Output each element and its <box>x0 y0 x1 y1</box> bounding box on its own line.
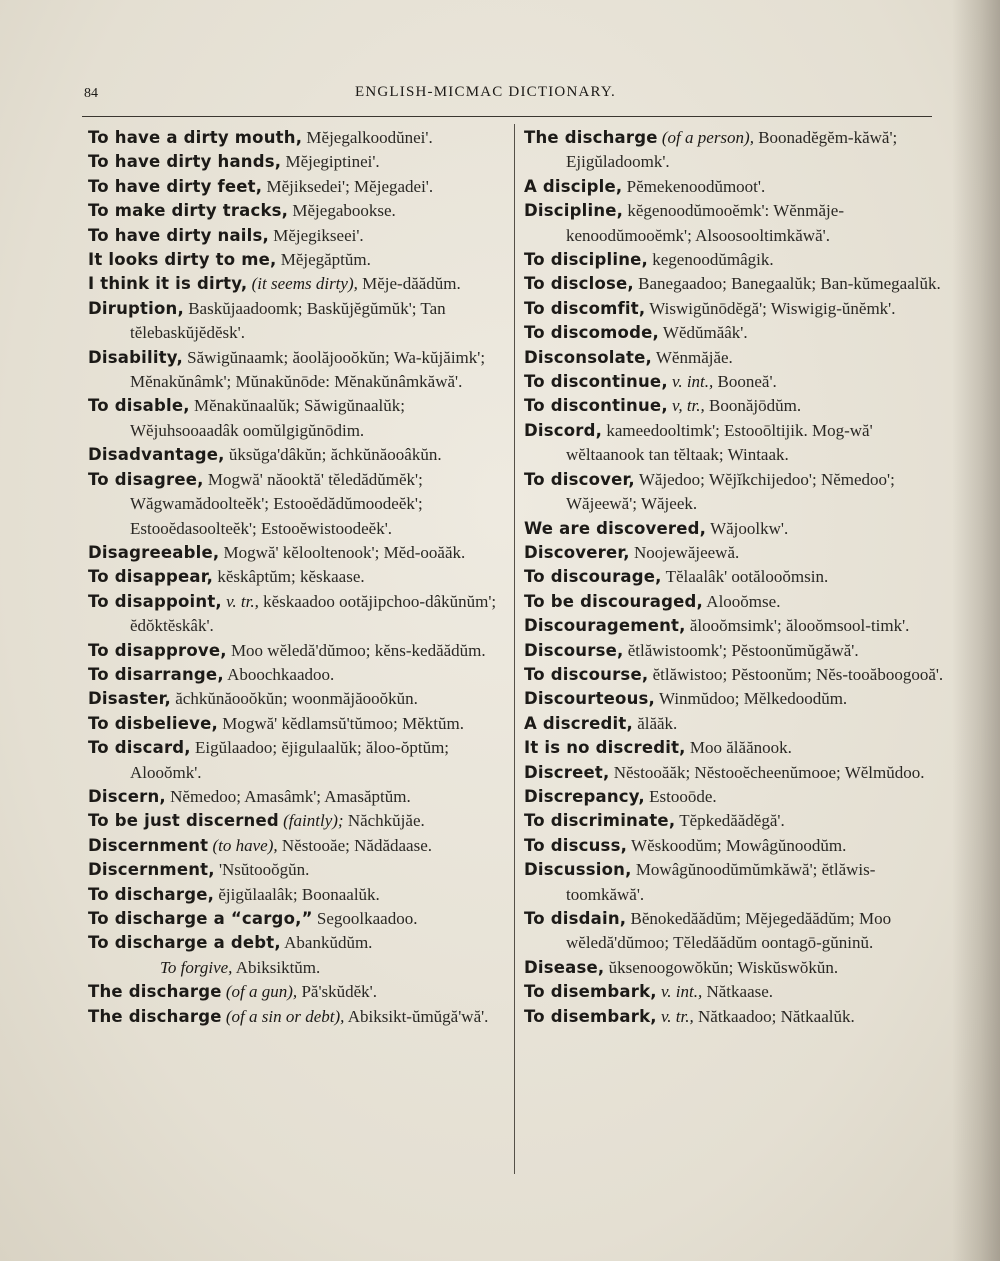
dictionary-entry <box>88 150 508 174</box>
micmac-gloss: Eigŭlaadoo; ĕjigulaalŭk; ăloo-ŏptŭm; Alooŏmk'. <box>130 738 450 782</box>
right-column <box>524 126 949 1029</box>
grammar-note: v. int., <box>667 372 714 392</box>
dictionary-entry <box>524 394 949 418</box>
headword: To discard, <box>88 738 191 758</box>
dictionary-entry <box>524 736 949 760</box>
dictionary-entry <box>88 956 508 980</box>
dictionary-entry <box>88 394 508 443</box>
headword: To discontinue, <box>524 372 668 392</box>
dictionary-entry <box>88 980 508 1004</box>
headword: To discover, <box>524 469 635 489</box>
headword: Discouragement, <box>524 616 686 636</box>
headword: To disembark, <box>524 1006 657 1026</box>
micmac-gloss: ŭksŭga'dâkŭn; ăchkŭnăooâkŭn. <box>224 445 442 465</box>
headword: Disaster, <box>88 689 171 709</box>
dictionary-entry <box>524 712 949 736</box>
dictionary-entry <box>524 419 949 468</box>
headword: Discernment <box>88 835 209 855</box>
page-edge-shadow <box>952 0 1000 1261</box>
micmac-gloss: Wĕskoodŭm; Mowâgŭnoodŭm. <box>627 835 847 855</box>
dictionary-entry <box>88 199 508 223</box>
micmac-gloss: Abiksikt-ŭmŭgă'wă'. <box>344 1006 489 1026</box>
headword: To disapprove, <box>88 640 227 660</box>
dictionary-entry <box>88 809 508 833</box>
micmac-gloss: Aboochkaadoo. <box>223 664 335 684</box>
dictionary-entry <box>524 565 949 589</box>
micmac-gloss: Mogwă' kĕlooltenook'; Mĕd-ooăăk. <box>219 542 466 562</box>
dictionary-entry <box>524 980 949 1004</box>
headword: A disciple, <box>524 176 623 196</box>
headword: Disease, <box>524 957 605 977</box>
headword: To discharge, <box>88 884 215 904</box>
dictionary-entry <box>524 785 949 809</box>
dictionary-entry <box>88 639 508 663</box>
micmac-gloss: Tĕlaalâk' ootălooŏmsin. <box>661 567 829 587</box>
micmac-gloss: kĕskâptŭm; kĕskaase. <box>213 567 365 587</box>
micmac-gloss: Nĕstooăe; Nădădaase. <box>277 835 432 855</box>
dictionary-entry <box>524 1005 949 1029</box>
headword: Disadvantage, <box>88 445 225 465</box>
headword: To have dirty hands, <box>88 152 282 172</box>
headword: Diruption, <box>88 298 184 318</box>
column-divider <box>514 124 515 1174</box>
dictionary-entry <box>524 541 949 565</box>
grammar-note: v. tr., <box>221 591 259 611</box>
dictionary-entry <box>88 565 508 589</box>
dictionary-entry <box>88 297 508 346</box>
headword: A discredit, <box>524 713 633 733</box>
headword: Discrepancy, <box>524 786 645 806</box>
dictionary-entry <box>88 346 508 395</box>
dictionary-entry <box>88 126 508 150</box>
headword: To have dirty nails, <box>88 225 269 245</box>
dictionary-entry <box>524 834 949 858</box>
headword: Discourse, <box>524 640 624 660</box>
grammar-note: v. tr., <box>656 1006 694 1026</box>
dictionary-entry <box>524 858 949 907</box>
headword: To discharge a debt, <box>88 933 281 953</box>
micmac-gloss: Boonadĕgĕm-kăwă'; Ejigŭladoomk'. <box>566 128 898 172</box>
micmac-gloss: Mĕjegabookse. <box>288 201 396 221</box>
grammar-note: (of a gun), <box>221 982 298 1002</box>
dictionary-entry <box>88 272 508 296</box>
micmac-gloss: kĕgenoodŭmooĕmk': Wĕnmăje-kenoodŭmooĕmk'; Alsoosooltimkăwă'. <box>566 201 844 245</box>
headword: The discharge <box>88 982 222 1002</box>
left-column <box>88 126 508 1029</box>
dictionary-entry <box>88 785 508 809</box>
dictionary-entry <box>88 248 508 272</box>
micmac-gloss: Wiswigŭnōdĕgă'; Wiswigig-ŭnĕmk'. <box>645 298 896 318</box>
micmac-gloss: ălăăk. <box>632 713 678 733</box>
micmac-gloss: Nătkaase. <box>702 982 774 1002</box>
micmac-gloss: Winmŭdoo; Mĕlkedoodŭm. <box>655 689 848 709</box>
headword: To discuss, <box>524 835 628 855</box>
headword: To disclose, <box>524 274 634 294</box>
headword: To discomode, <box>524 323 659 343</box>
headword: Disability, <box>88 347 183 367</box>
headword: Disconsolate, <box>524 347 652 367</box>
micmac-gloss: Mĕjegiptinei'. <box>281 152 380 172</box>
micmac-gloss: Estooōde. <box>644 786 717 806</box>
headword: To discriminate, <box>524 811 676 831</box>
headword: Discern, <box>88 786 166 806</box>
headword: To discharge a “cargo,” <box>88 909 313 928</box>
micmac-gloss: Moo ălăănook. <box>685 738 792 758</box>
headword: Discussion, <box>524 860 632 880</box>
dictionary-entry <box>524 370 949 394</box>
micmac-gloss: Alooŏmse. <box>703 591 781 611</box>
dictionary-entry <box>88 541 508 565</box>
dictionary-entry <box>88 468 508 541</box>
micmac-gloss: Moo wĕledă'dŭmoo; kĕns-kedăădŭm. <box>226 640 486 660</box>
micmac-gloss: Noojewăjeewă. <box>629 542 740 562</box>
dictionary-entry <box>88 663 508 687</box>
dictionary-entry <box>524 907 949 956</box>
headword: Disagreeable, <box>88 542 220 562</box>
micmac-gloss: Pĕmekenoodŭmoot'. <box>622 176 766 196</box>
dictionary-entry <box>524 687 949 711</box>
dictionary-entry <box>524 175 949 199</box>
micmac-gloss: Mĕjegăptŭm. <box>276 250 371 270</box>
dictionary-entry <box>88 590 508 639</box>
headword: Discipline, <box>524 201 624 221</box>
micmac-gloss: 'Nsŭtooŏgŭn. <box>214 860 310 880</box>
dictionary-entry <box>524 517 949 541</box>
dictionary-entry <box>88 687 508 711</box>
headword: To be discouraged, <box>524 591 703 611</box>
micmac-gloss: kameedooltimk'; Estooōltijik. Mog-wă' wĕltaanook tan tĕltaak; Wintaak. <box>566 420 873 465</box>
headword: The discharge <box>524 128 658 147</box>
micmac-gloss: Wĕnmăjăe. <box>651 347 733 367</box>
micmac-gloss: kĕskaadoo ootăjipchoo-dâkŭnŭm'; ĕdŏktĕskâk'. <box>130 591 497 636</box>
dictionary-entry <box>524 321 949 345</box>
headword: To disembark, <box>524 982 657 1002</box>
headword: To have dirty feet, <box>88 176 263 196</box>
micmac-gloss: ălooŏmsimk'; ălooŏmsool-timk'. <box>685 616 910 636</box>
page-header <box>80 80 940 110</box>
headword: I think it is dirty, <box>88 274 248 294</box>
headword: It is no discredit, <box>524 738 686 758</box>
headword: It looks dirty to me, <box>88 250 277 270</box>
dictionary-entry <box>524 614 949 638</box>
micmac-gloss: Mĕjiksedei'; Mĕjegadei'. <box>262 176 434 196</box>
dictionary-entry <box>524 346 949 370</box>
dictionary-entry <box>524 663 949 687</box>
dictionary-entry <box>524 590 949 614</box>
headword: To discourage, <box>524 567 662 587</box>
micmac-gloss: Baskŭjaadoomk; Baskŭjĕgŭmŭk'; Tan tĕlebaskŭjĕdĕsk'. <box>130 298 446 343</box>
dictionary-entry <box>88 736 508 785</box>
micmac-gloss: Bĕnokedăădŭm; Mĕjegedăădŭm; Moo wĕledă'dŭmoo; Tĕledăădŭm oontagō-gŭninŭ. <box>566 909 892 953</box>
dictionary-entry <box>88 834 508 858</box>
dictionary-entry <box>88 175 508 199</box>
grammar-note: (it seems dirty), <box>247 274 358 294</box>
headword: To disdain, <box>524 909 627 928</box>
micmac-gloss: Booneă'. <box>713 372 777 392</box>
headword: We are discovered, <box>524 518 707 538</box>
dictionary-entry <box>524 297 949 321</box>
headword: To disarrange, <box>88 664 224 684</box>
headword: To discontinue, <box>524 396 668 416</box>
micmac-gloss: kegenoodŭmâgik. <box>648 250 774 270</box>
grammar-note: (faintly); <box>278 811 344 831</box>
headword: To discourse, <box>524 664 649 684</box>
headword: To disappear, <box>88 567 214 587</box>
headword: The discharge <box>88 1006 222 1026</box>
header-rule <box>82 116 932 117</box>
micmac-gloss: Boonăjōdŭm. <box>704 396 802 416</box>
micmac-gloss: Mogwă' năooktă' tĕledădŭmĕk'; Wăgwamădoolteĕk'; Estooĕdădŭmoodeĕk'; Estooĕdasoolteĕk'; Estooĕwistoodeĕk'. <box>130 469 423 538</box>
micmac-gloss: ĕjigŭlaalâk; Boonaalŭk. <box>214 884 380 904</box>
micmac-gloss: Banegaadoo; Banegaalŭk; Ban-kŭmegaalŭk. <box>633 274 941 294</box>
dictionary-entry <box>524 639 949 663</box>
micmac-gloss: Mĕnakŭnaalŭk; Săwigŭnaalŭk; Wĕjuhsooaadâk oomŭlgigŭnōdim. <box>130 396 405 440</box>
headword: To disagree, <box>88 469 204 489</box>
headword: To have a dirty mouth, <box>88 128 303 147</box>
dictionary-entry <box>88 858 508 882</box>
micmac-gloss: Mĕje-dăădŭm. <box>357 274 461 294</box>
dictionary-entry <box>524 248 949 272</box>
page-number: 84 <box>84 86 98 101</box>
dictionary-entry <box>524 809 949 833</box>
dictionary-entry <box>88 883 508 907</box>
grammar-note: (of a sin or debt), <box>221 1006 345 1026</box>
dictionary-entry <box>88 224 508 248</box>
micmac-gloss: ĕtlăwistoo; Pĕstoonŭm; Nĕs-tooăboogooă'. <box>648 664 944 684</box>
grammar-note: (to have), <box>208 835 278 855</box>
dictionary-entry <box>88 931 508 955</box>
sub-entry-italic: To forgive, <box>160 957 233 977</box>
micmac-gloss: Mowâgŭnoodŭmŭmkăwă'; ĕtlăwis-toomkăwă'. <box>566 860 876 904</box>
headword: To discomfit, <box>524 298 646 318</box>
micmac-gloss: Pă'skŭdĕk'. <box>297 982 377 1002</box>
grammar-note: v, tr., <box>667 396 705 416</box>
micmac-gloss: Wăjedoo; Wĕjĭkchijedoo'; Nĕmedoo'; Wăjeewă'; Wăjeek. <box>566 469 895 514</box>
headword: Discord, <box>524 420 603 440</box>
micmac-gloss: Wăjoolkw'. <box>706 518 789 538</box>
headword: To be just discerned <box>88 811 279 831</box>
micmac-gloss: Săwigŭnaamk; ăoolăjooŏkŭn; Wa-kŭjăimk'; Mĕnakŭnâmk'; Mŭnakŭnōde: Mĕnakŭnâmkăwă'. <box>130 347 486 392</box>
dictionary-entry <box>88 712 508 736</box>
headword: To make dirty tracks, <box>88 201 289 221</box>
dictionary-entry <box>524 272 949 296</box>
dictionary-entry <box>88 907 508 931</box>
dictionary-entry <box>524 468 949 517</box>
micmac-gloss: Mĕjegalkoodŭnei'. <box>302 128 433 147</box>
dictionary-entry <box>88 1005 508 1029</box>
dictionary-entry <box>524 761 949 785</box>
headword: To discipline, <box>524 250 648 270</box>
micmac-gloss: ĕtlăwistoomk'; Pĕstoonŭmŭgăwă'. <box>623 640 859 660</box>
headword: Discoverer, <box>524 542 630 562</box>
grammar-note: (of a person), <box>657 128 754 147</box>
micmac-gloss: Segoolkaadoo. <box>312 909 418 928</box>
micmac-gloss: Mogwă' kĕdlamsŭ'tŭmoo; Mĕktŭm. <box>217 713 464 733</box>
headword: Discernment, <box>88 860 215 880</box>
headword: To disbelieve, <box>88 713 218 733</box>
micmac-gloss: Abiksiktŭm. <box>232 957 321 977</box>
dictionary-entry <box>524 199 949 248</box>
micmac-gloss: Nătkaadoo; Nătkaalŭk. <box>693 1006 855 1026</box>
micmac-gloss: Năchkŭjăe. <box>343 811 425 831</box>
dictionary-entry <box>524 956 949 980</box>
micmac-gloss: ŭksenoogowŏkŭn; Wiskŭswŏkŭn. <box>604 957 839 977</box>
dictionary-entry <box>524 126 949 175</box>
micmac-gloss: Abankŭdŭm. <box>280 933 373 953</box>
running-title: ENGLISH-MICMAC DICTIONARY. <box>355 84 616 100</box>
micmac-gloss: Wĕdŭmăâk'. <box>658 323 748 343</box>
headword: Discourteous, <box>524 689 656 709</box>
headword: To disappoint, <box>88 591 222 611</box>
micmac-gloss: Nĕmedoo; Amasâmk'; Amasăptŭm. <box>165 786 411 806</box>
micmac-gloss: Nĕstooăăk; Nĕstooĕcheenŭmooe; Wĕlmŭdoo. <box>609 762 925 782</box>
headword: Discreet, <box>524 762 610 782</box>
micmac-gloss: Mĕjegikseei'. <box>269 225 364 245</box>
dictionary-entry <box>88 443 508 467</box>
micmac-gloss: ăchkŭnăooŏkŭn; woonmăjăooŏkŭn. <box>171 689 418 709</box>
grammar-note: v. int., <box>656 982 703 1002</box>
headword: To disable, <box>88 396 190 416</box>
micmac-gloss: Tĕpkedăădĕgă'. <box>675 811 785 831</box>
